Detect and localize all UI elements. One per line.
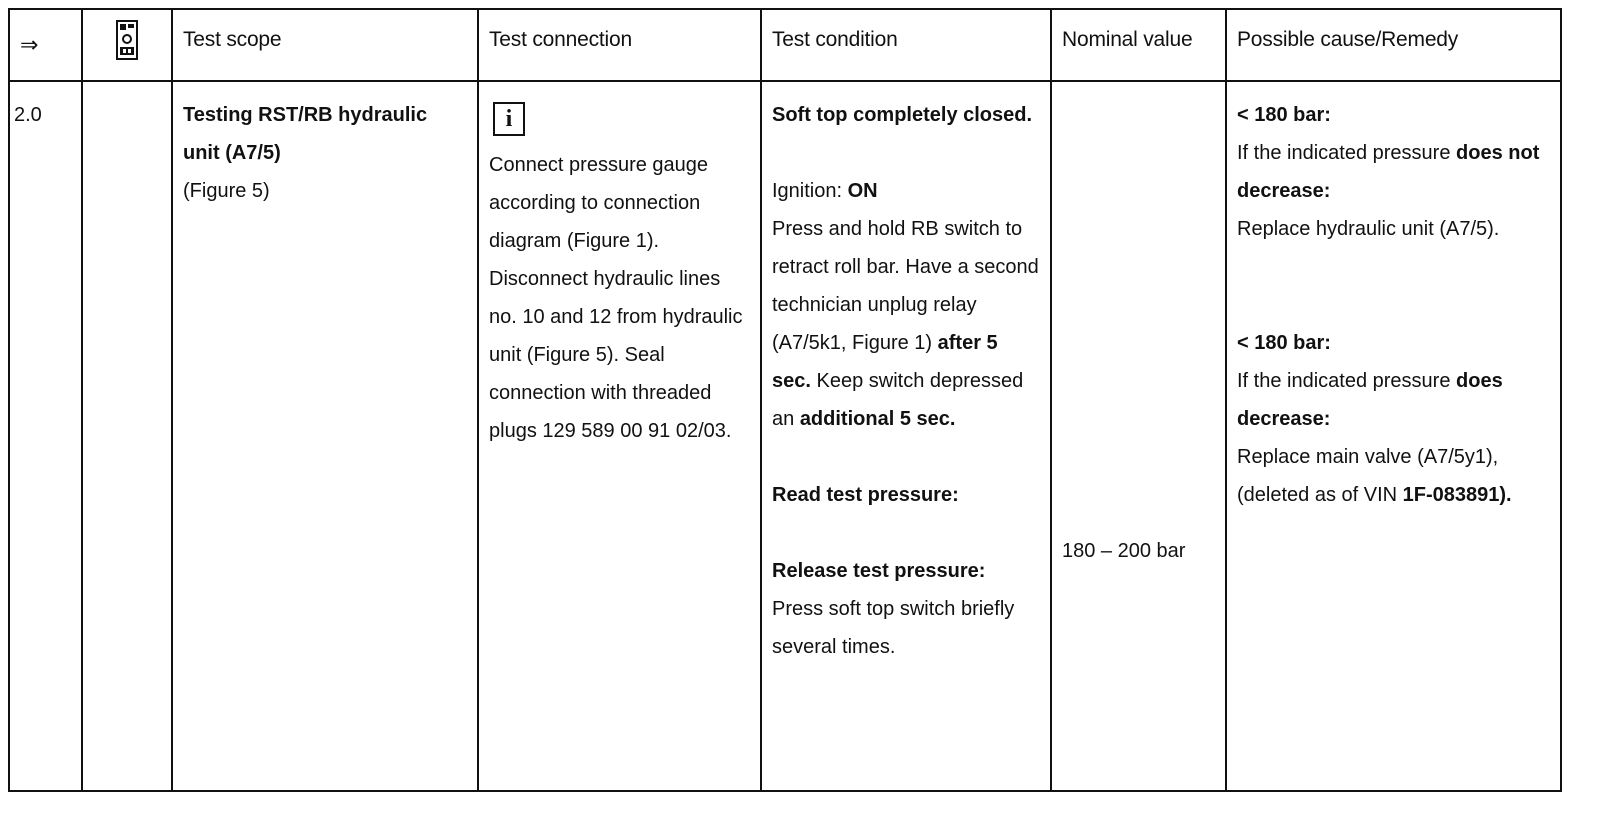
header-nominal-value: Nominal value <box>1051 9 1226 81</box>
tool-cell <box>82 81 172 791</box>
header-test-condition: Test condition <box>761 9 1051 81</box>
remedy-first-condition: If the indicated pressure does not decrease: <box>1237 142 1540 202</box>
test-connection-cell <box>478 81 761 791</box>
test-procedure-table <box>8 8 1562 792</box>
remedy-second-note: (deleted as of VIN 1F-083891). <box>1237 484 1512 506</box>
header-arrow <box>9 9 82 81</box>
test-scope-figure: (Figure 5) <box>183 180 270 202</box>
remedy-second-condition: If the indicated pressure does decrease: <box>1237 370 1503 430</box>
tester-icon <box>116 20 138 60</box>
remedy-first-heading: < 180 bar: <box>1237 104 1331 126</box>
arrow-icon: ⇒ <box>20 32 39 57</box>
nominal-value-cell <box>1051 81 1226 791</box>
table-row <box>9 81 1561 791</box>
step-number: 2.0 <box>14 104 42 126</box>
condition-instructions: Press and hold RB switch to retract roll bar. Have a second technician unplug relay (A7/5k1, Figure 1) after 5 sec. Keep switch depressed an additional 5 sec. <box>772 218 1039 430</box>
header-tool <box>82 9 172 81</box>
condition-release-pressure: Release test pressure: <box>772 560 986 582</box>
header-test-scope: Test scope <box>172 9 478 81</box>
header-row <box>9 9 1561 81</box>
test-scope-title: Testing RST/RB hydraulic unit (A7/5) <box>183 104 428 164</box>
step-number-cell <box>9 81 82 791</box>
remedy-second-action: Replace main valve (A7/5y1), <box>1237 446 1499 468</box>
remedy-second-heading: < 180 bar: <box>1237 332 1331 354</box>
info-icon: i <box>493 102 525 136</box>
condition-ignition: Ignition: ON <box>772 180 878 202</box>
nominal-value: 180 – 200 bar <box>1062 540 1186 562</box>
condition-read-pressure: Read test pressure: <box>772 484 959 506</box>
possible-cause-cell <box>1226 81 1561 791</box>
condition-closed: Soft top completely closed. <box>772 104 1033 126</box>
test-condition-cell <box>761 81 1051 791</box>
header-test-connection: Test connection <box>478 9 761 81</box>
header-possible-cause: Possible cause/Remedy <box>1226 9 1561 81</box>
condition-release-text: Press soft top switch briefly several times. <box>772 598 1015 658</box>
test-scope-cell <box>172 81 478 791</box>
remedy-first-action: Replace hydraulic unit (A7/5). <box>1237 218 1500 240</box>
test-connection-text: Connect pressure gauge according to connection diagram (Figure 1). Disconnect hydraulic lines no. 10 and 12 from hydraulic unit (Figure 5). Seal connection with threaded plugs 129 589 00 91 02/03. <box>489 154 743 442</box>
